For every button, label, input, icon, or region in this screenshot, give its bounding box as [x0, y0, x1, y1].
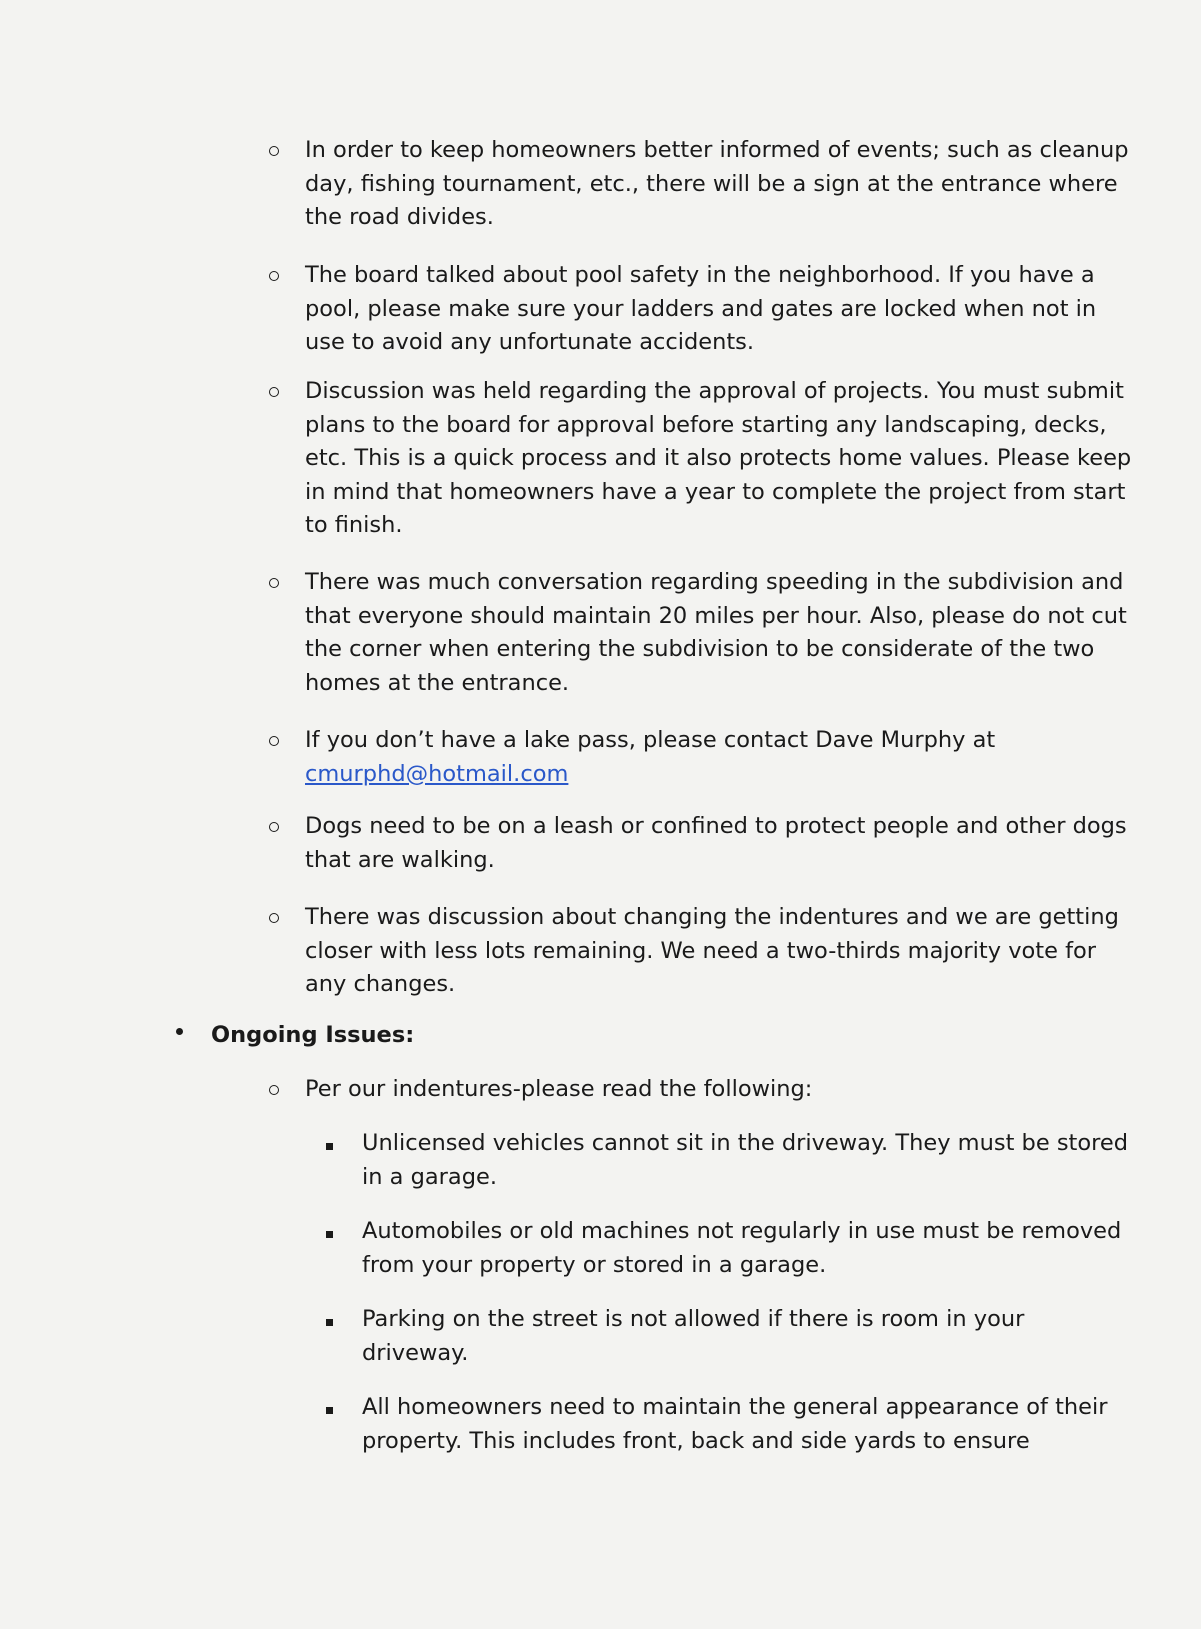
list-item: The board talked about pool safety in the neighborhood. If you have a pool, please make sure your ladders and gates are locked when not in use to avoid any unfortunate accidents. [305, 262, 1097, 355]
square-bullet-icon [326, 1143, 333, 1150]
rule-item: Automobiles or old machines not regularly in use must be removed from your property or stored in a garage. [362, 1218, 1122, 1278]
rule-item: Unlicensed vehicles cannot sit in the driveway. They must be stored in a garage. [362, 1130, 1129, 1190]
circle-bullet-icon [269, 387, 279, 397]
circle-bullet-icon [269, 271, 279, 281]
list-item: Dogs need to be on a leash or confined to protect people and other dogs that are walking. [305, 813, 1127, 873]
circle-bullet-icon [269, 578, 279, 588]
circle-bullet-icon [269, 736, 279, 746]
email-link[interactable]: cmurphd@hotmail.com [305, 760, 569, 787]
circle-bullet-icon [269, 913, 279, 923]
square-bullet-icon [326, 1231, 333, 1238]
section-heading: Ongoing Issues: [211, 1022, 415, 1048]
list-item: Per our indentures-please read the following: [305, 1076, 813, 1102]
circle-bullet-icon [269, 1085, 279, 1095]
circle-bullet-icon [269, 822, 279, 832]
list-item: There was discussion about changing the indentures and we are getting closer with less lots remaining. We need a two-thirds majority vote for any changes. [305, 904, 1119, 997]
square-bullet-icon [326, 1407, 333, 1414]
circle-bullet-icon [269, 146, 279, 156]
list-item: Discussion was held regarding the approval of projects. You must submit plans to the board for approval before starting any landscaping, decks, etc. This is a quick process and it also protects home values. Please keep in mind that homeowners have a year to complete the project from start to finish. [305, 378, 1132, 538]
lake-pass-text: If you don’t have a lake pass, please contact Dave Murphy at [305, 727, 996, 753]
rule-item: All homeowners need to maintain the general appearance of their property. This includes front, back and side yards to ensure [362, 1394, 1108, 1454]
list-item: In order to keep homeowners better informed of events; such as cleanup day, fishing tournament, etc., there will be a sign at the entrance where the road divides. [305, 137, 1129, 230]
rule-item: Parking on the street is not allowed if there is room in your driveway. [362, 1306, 1025, 1366]
list-item [305, 724, 1135, 791]
dot-bullet-icon [176, 1028, 183, 1035]
square-bullet-icon [326, 1319, 333, 1326]
list-item: There was much conversation regarding speeding in the subdivision and that everyone should maintain 20 miles per hour. Also, please do not cut the corner when entering the subdivision to be considerate of the two homes at the entrance. [305, 569, 1127, 696]
